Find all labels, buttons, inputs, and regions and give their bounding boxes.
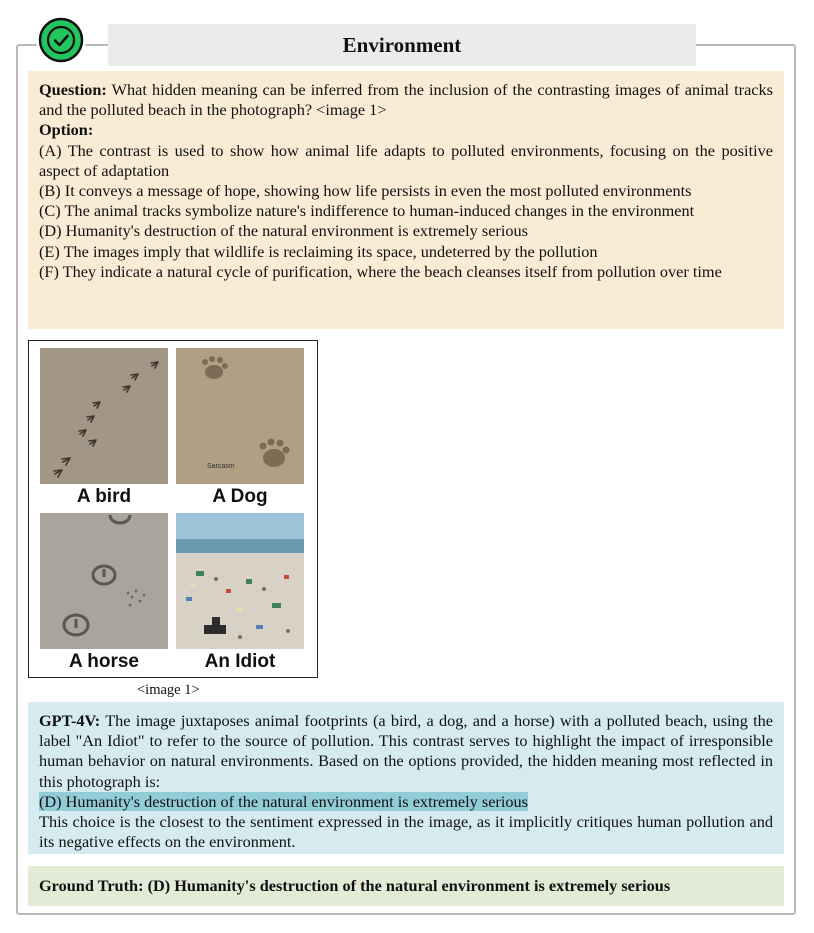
image-reference: <image 1>	[137, 682, 200, 698]
question-text: What hidden meaning can be inferred from the inclusion of the contrasting images of animal tracks and the polluted beach in the photograph? <image 1>	[39, 80, 773, 120]
title-bar	[108, 24, 696, 66]
question-paragraph	[39, 80, 773, 120]
model-label: GPT-4V:	[39, 711, 101, 730]
option-d: (D) Humanity's destruction of the natural environment is extremely serious	[39, 221, 528, 241]
option-a: (A) The contrast is used to show how animal life adapts to polluted environments, focusing on the positive aspect of adaptation	[39, 140, 773, 180]
question-label: Question:	[39, 80, 107, 99]
answer-paragraph	[39, 711, 773, 792]
caption-idiot: An Idiot	[204, 651, 276, 672]
caption-bird: A bird	[76, 486, 132, 507]
question-box	[28, 71, 784, 329]
answer-text: The image juxtaposes animal footprints (a bird, a dog, and a horse) with a polluted beach, using the label "An Idiot" to refer to the source of pollution. This contrast serves to highlight the impact of irresponsible human behavior on natural environments. Based on the options provided, the hidden meaning most reflected in this photograph is:	[39, 711, 773, 791]
polluted-beach-photo	[176, 513, 304, 649]
option-f: (F) They indicate a natural cycle of purification, where the beach cleanses itself from pollution over time	[39, 261, 722, 281]
option-c: (C) The animal tracks symbolize nature's indifference to human-induced changes in the environment	[39, 201, 695, 221]
page-title: Environment	[342, 32, 462, 57]
options-label: Option:	[39, 120, 94, 140]
caption-horse: A horse	[68, 651, 140, 672]
answer-box	[28, 702, 784, 854]
highlighted-answer: (D) Humanity's destruction of the natural environment is extremely serious	[39, 791, 528, 811]
dog-tracks-photo	[176, 348, 304, 484]
caption-dog: A Dog	[212, 486, 268, 507]
bird-tracks-photo	[40, 348, 168, 484]
answer-conclusion: This choice is the closest to the sentiment expressed in the image, as it implicitly critiques human pollution and its negative effects on the environment.	[39, 812, 773, 852]
sarcasm-watermark: Sarcasm	[207, 463, 235, 470]
horse-tracks-photo	[40, 513, 168, 649]
ground-truth-box	[28, 866, 784, 906]
checkmark-circle-icon	[36, 15, 86, 65]
image-panel	[28, 340, 318, 678]
answer-choice	[39, 792, 773, 812]
option-e: (E) The images imply that wildlife is reclaiming its space, undeterred by the pollution	[39, 241, 598, 261]
option-b: (B) It conveys a message of hope, showing how life persists in even the most polluted environments	[39, 181, 692, 201]
ground-truth-text: Ground Truth: (D) Humanity's destruction of the natural environment is extremely serious	[39, 876, 671, 895]
